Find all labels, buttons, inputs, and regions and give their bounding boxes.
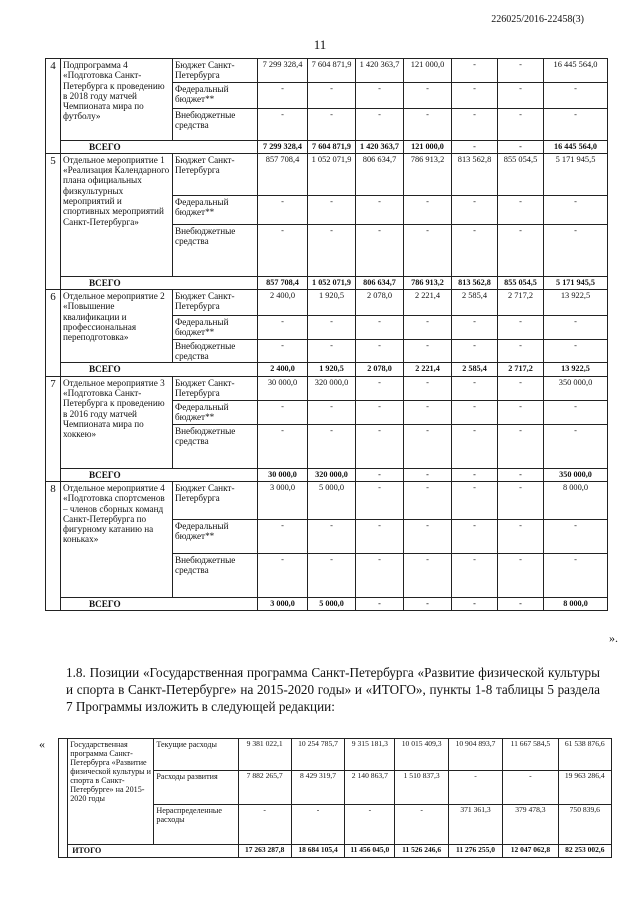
amount-cell: -	[308, 108, 356, 140]
amount-cell: 61 538 876,6	[558, 739, 611, 771]
amount-cell: 855 054,5	[498, 153, 544, 195]
amount-cell: -	[498, 316, 544, 340]
funding-source: Внебюджетные средства	[173, 424, 258, 468]
table-row	[46, 59, 608, 83]
total-amount-cell: 350 000,0	[544, 468, 608, 481]
total-amount-cell: 806 634,7	[356, 276, 404, 289]
amount-cell: -	[258, 195, 308, 224]
document-id: 226025/2016-22458(3)	[491, 14, 584, 25]
total-amount-cell: 320 000,0	[308, 468, 356, 481]
amount-cell: -	[498, 481, 544, 519]
amount-cell: 7 604 871,9	[308, 59, 356, 83]
row-number: 7	[46, 376, 61, 481]
amount-cell: 857 708,4	[258, 153, 308, 195]
page-number: 11	[313, 37, 327, 52]
total-label: ИТОГО	[68, 845, 238, 858]
table-row	[59, 739, 612, 771]
amount-cell: 121 000,0	[404, 59, 452, 83]
amount-cell: 2 078,0	[356, 290, 404, 316]
program-name: Отдельное мероприятие 2 «Повышение квалификации и профессиональная переподготовка»	[61, 290, 173, 363]
funding-source: Бюджет Санкт-Петербурга	[173, 481, 258, 519]
total-amount-cell: -	[356, 597, 404, 610]
amount-cell: -	[395, 805, 448, 845]
opening-quote: «	[39, 737, 45, 751]
amount-cell: -	[498, 519, 544, 553]
amount-cell: 5 000,0	[308, 481, 356, 519]
amount-cell: 9 381 022,1	[238, 739, 291, 771]
total-label: ВСЕГО	[61, 468, 258, 481]
total-amount-cell: 1 920,5	[308, 363, 356, 376]
expense-type: Нераспределенные расходы	[154, 805, 238, 845]
amount-cell: 10 904 893,7	[448, 739, 502, 771]
program-name: Государственная программа Санкт-Петербурга «Развитие физической культуры и спорта в Санкт-Петербурге» на 2015-2020 годы	[68, 739, 154, 845]
amount-cell: -	[452, 316, 498, 340]
amount-cell: -	[291, 805, 344, 845]
amount-cell: -	[544, 195, 608, 224]
amount-cell: -	[503, 771, 558, 805]
amount-cell: 10 254 785,7	[291, 739, 344, 771]
total-amount-cell: -	[498, 597, 544, 610]
total-label: ВСЕГО	[61, 276, 258, 289]
amount-cell: -	[498, 553, 544, 597]
amount-cell: 786 913,2	[404, 153, 452, 195]
total-amount-cell: 121 000,0	[404, 140, 452, 153]
total-label: ВСЕГО	[61, 140, 258, 153]
amount-cell: -	[452, 59, 498, 83]
funding-source: Бюджет Санкт-Петербурга	[173, 376, 258, 400]
funding-source: Федеральный бюджет**	[173, 316, 258, 340]
amount-cell: -	[308, 224, 356, 276]
amount-cell: 2 717,2	[498, 290, 544, 316]
program-name: Отдельное мероприятие 4 «Подготовка спортсменов – членов сборных команд Санкт-Петербурга по фигурному катанию на коньках»	[61, 481, 173, 597]
amount-cell: 1 052 071,9	[308, 153, 356, 195]
amount-cell: 9 315 181,3	[345, 739, 395, 771]
amount-cell: -	[308, 424, 356, 468]
program-name: Подпрограмма 4 «Подготовка Санкт-Петербурга к проведению в 2018 году матчей Чемпионата мира по футболу»	[61, 59, 173, 141]
amount-cell: -	[452, 224, 498, 276]
amount-cell: -	[452, 82, 498, 108]
closing-quote: ».	[609, 631, 618, 645]
amount-cell: -	[404, 339, 452, 363]
total-amount-cell: 11 456 045,0	[345, 845, 395, 858]
row-number: 5	[46, 153, 61, 289]
amount-cell: -	[544, 424, 608, 468]
amount-cell: -	[258, 400, 308, 424]
total-amount-cell: 17 263 287,8	[238, 845, 291, 858]
amount-cell: -	[452, 400, 498, 424]
amount-cell: -	[258, 82, 308, 108]
amount-cell: 2 585,4	[452, 290, 498, 316]
row-number: 4	[46, 59, 61, 154]
amount-cell: -	[498, 400, 544, 424]
total-label: ВСЕГО	[61, 597, 258, 610]
amount-cell: 379 478,3	[503, 805, 558, 845]
amount-cell: 1 920,5	[308, 290, 356, 316]
total-amount-cell: -	[452, 597, 498, 610]
amount-cell: -	[452, 195, 498, 224]
table-row	[46, 153, 608, 195]
amount-cell: 320 000,0	[308, 376, 356, 400]
amount-cell: -	[404, 195, 452, 224]
amount-cell: -	[404, 553, 452, 597]
funding-source: Федеральный бюджет**	[173, 519, 258, 553]
amount-cell: 750 839,6	[558, 805, 611, 845]
total-row	[59, 845, 612, 858]
amount-cell: -	[356, 82, 404, 108]
total-amount-cell: 813 562,8	[452, 276, 498, 289]
funding-source: Внебюджетные средства	[173, 553, 258, 597]
amount-cell: -	[356, 553, 404, 597]
amount-cell: -	[404, 481, 452, 519]
amount-cell: 7 299 328,4	[258, 59, 308, 83]
amount-cell: 11 667 584,5	[503, 739, 558, 771]
amount-cell: -	[404, 424, 452, 468]
total-amount-cell: -	[498, 468, 544, 481]
total-amount-cell: 2 078,0	[356, 363, 404, 376]
funding-source: Федеральный бюджет**	[173, 82, 258, 108]
total-amount-cell: 16 445 564,0	[544, 140, 608, 153]
table-row	[46, 290, 608, 316]
amount-cell: -	[544, 224, 608, 276]
total-amount-cell: 5 171 945,5	[544, 276, 608, 289]
total-amount-cell: 13 922,5	[544, 363, 608, 376]
amount-cell: 2 221,4	[404, 290, 452, 316]
total-amount-cell: 30 000,0	[258, 468, 308, 481]
amount-cell: -	[258, 316, 308, 340]
total-amount-cell: 855 054,5	[498, 276, 544, 289]
amount-cell: -	[452, 519, 498, 553]
total-amount-cell: -	[356, 468, 404, 481]
total-amount-cell: 1 052 071,9	[308, 276, 356, 289]
amount-cell: 2 400,0	[258, 290, 308, 316]
amount-cell: 7 882 265,7	[238, 771, 291, 805]
total-amount-cell: 5 000,0	[308, 597, 356, 610]
amount-cell: -	[404, 82, 452, 108]
amount-cell: -	[356, 481, 404, 519]
amount-cell: 8 429 319,7	[291, 771, 344, 805]
amount-cell: -	[498, 376, 544, 400]
amount-cell: -	[404, 519, 452, 553]
amount-cell: 806 634,7	[356, 153, 404, 195]
amount-cell: 13 922,5	[544, 290, 608, 316]
total-amount-cell: -	[452, 468, 498, 481]
amount-cell: 5 171 945,5	[544, 153, 608, 195]
amount-cell: -	[544, 108, 608, 140]
amount-cell: -	[238, 805, 291, 845]
amount-cell: -	[448, 771, 502, 805]
amount-cell: -	[544, 400, 608, 424]
amount-cell: -	[404, 376, 452, 400]
amount-cell: 350 000,0	[544, 376, 608, 400]
total-amount-cell: 2 585,4	[452, 363, 498, 376]
total-amount-cell: 2 221,4	[404, 363, 452, 376]
table-row	[46, 376, 608, 400]
amount-cell: -	[258, 553, 308, 597]
total-amount-cell: -	[404, 597, 452, 610]
amount-cell: -	[544, 519, 608, 553]
funding-source: Федеральный бюджет**	[173, 400, 258, 424]
amount-cell: -	[258, 339, 308, 363]
amount-cell: -	[308, 400, 356, 424]
total-amount-cell: 11 526 246,6	[395, 845, 448, 858]
amount-cell: -	[544, 339, 608, 363]
amount-cell: -	[308, 195, 356, 224]
total-amount-cell: 857 708,4	[258, 276, 308, 289]
funding-source: Федеральный бюджет**	[173, 195, 258, 224]
amount-cell: -	[356, 224, 404, 276]
amount-cell: -	[258, 224, 308, 276]
amount-cell: -	[404, 108, 452, 140]
funding-table-part1	[45, 58, 608, 611]
amount-cell: -	[308, 316, 356, 340]
total-row	[46, 363, 608, 376]
amount-cell: -	[498, 424, 544, 468]
amount-cell: -	[308, 339, 356, 363]
funding-source: Бюджет Санкт-Петербурга	[173, 153, 258, 195]
amount-cell: 30 000,0	[258, 376, 308, 400]
amount-cell: -	[258, 424, 308, 468]
total-row	[46, 140, 608, 153]
amount-cell: -	[356, 424, 404, 468]
amount-cell: -	[498, 224, 544, 276]
amount-cell: -	[345, 805, 395, 845]
amount-cell: 813 562,8	[452, 153, 498, 195]
amount-cell: -	[404, 400, 452, 424]
total-amount-cell: 2 717,2	[498, 363, 544, 376]
amount-cell: -	[356, 400, 404, 424]
total-label: ВСЕГО	[61, 363, 258, 376]
program-name: Отдельное мероприятие 3 «Подготовка Санкт-Петербурга к проведению в 2016 году матчей Чемпионата мира по хоккею»	[61, 376, 173, 468]
funding-source: Внебюджетные средства	[173, 108, 258, 140]
amount-cell: -	[452, 339, 498, 363]
total-amount-cell: 8 000,0	[544, 597, 608, 610]
total-amount-cell: 82 253 002,6	[558, 845, 611, 858]
total-amount-cell: -	[498, 140, 544, 153]
total-amount-cell: 7 604 871,9	[308, 140, 356, 153]
amount-cell: 1 510 837,3	[395, 771, 448, 805]
amount-cell: -	[544, 82, 608, 108]
amount-cell: -	[498, 82, 544, 108]
amount-cell: -	[356, 376, 404, 400]
amount-cell: 8 000,0	[544, 481, 608, 519]
total-amount-cell: 1 420 363,7	[356, 140, 404, 153]
amount-cell: -	[356, 108, 404, 140]
amount-cell: -	[452, 481, 498, 519]
total-amount-cell: 3 000,0	[258, 597, 308, 610]
amount-cell: -	[452, 376, 498, 400]
total-amount-cell: 12 047 062,8	[503, 845, 558, 858]
total-row	[46, 597, 608, 610]
amount-cell: -	[308, 553, 356, 597]
total-amount-cell: 18 684 105,4	[291, 845, 344, 858]
amount-cell: -	[308, 82, 356, 108]
amount-cell: -	[544, 316, 608, 340]
amount-cell: -	[356, 195, 404, 224]
amount-cell: -	[498, 59, 544, 83]
expense-type: Текущие расходы	[154, 739, 238, 771]
program-name: Отдельное мероприятие 1 «Реализация Календарного плана официальных физкультурных мероприятий и спортивных мероприятий Санкт-Петербурга»	[61, 153, 173, 276]
funding-source: Бюджет Санкт-Петербурга	[173, 59, 258, 83]
total-amount-cell: -	[404, 468, 452, 481]
amount-cell: 19 963 286,4	[558, 771, 611, 805]
amount-cell: -	[258, 519, 308, 553]
amount-cell: -	[356, 339, 404, 363]
amount-cell: -	[356, 519, 404, 553]
amendment-paragraph: 1.8. Позиции «Государственная программа Санкт-Петербурга «Развитие физической культуры и спорта в Санкт-Петербурге» на 2015-2020 годы» и «ИТОГО», пункты 1-8 таблицы 5 раздела 7 Программы изложить в следующей редакции:	[66, 665, 600, 715]
row-number	[59, 739, 68, 858]
total-row	[46, 468, 608, 481]
amount-cell: -	[452, 424, 498, 468]
amount-cell: -	[498, 339, 544, 363]
table-row	[46, 481, 608, 519]
amount-cell: -	[498, 108, 544, 140]
amount-cell: 1 420 363,7	[356, 59, 404, 83]
total-row	[46, 276, 608, 289]
amount-cell: -	[404, 224, 452, 276]
funding-source: Бюджет Санкт-Петербурга	[173, 290, 258, 316]
amount-cell: 16 445 564,0	[544, 59, 608, 83]
amount-cell: -	[498, 195, 544, 224]
funding-source: Внебюджетные средства	[173, 224, 258, 276]
total-amount-cell: -	[452, 140, 498, 153]
row-number: 6	[46, 290, 61, 376]
amount-cell: -	[356, 316, 404, 340]
amount-cell: -	[258, 108, 308, 140]
amount-cell: 10 015 409,3	[395, 739, 448, 771]
amount-cell: -	[452, 108, 498, 140]
expense-type: Расходы развития	[154, 771, 238, 805]
amount-cell: -	[308, 519, 356, 553]
funding-source: Внебюджетные средства	[173, 339, 258, 363]
amount-cell: -	[452, 553, 498, 597]
amount-cell: 3 000,0	[258, 481, 308, 519]
amount-cell: -	[404, 316, 452, 340]
total-amount-cell: 7 299 328,4	[258, 140, 308, 153]
total-amount-cell: 2 400,0	[258, 363, 308, 376]
amount-cell: -	[544, 553, 608, 597]
amount-cell: 371 361,3	[448, 805, 502, 845]
amount-cell: 2 140 863,7	[345, 771, 395, 805]
total-amount-cell: 786 913,2	[404, 276, 452, 289]
total-amount-cell: 11 276 255,0	[448, 845, 502, 858]
row-number: 8	[46, 481, 61, 610]
funding-table-part2	[58, 738, 612, 858]
